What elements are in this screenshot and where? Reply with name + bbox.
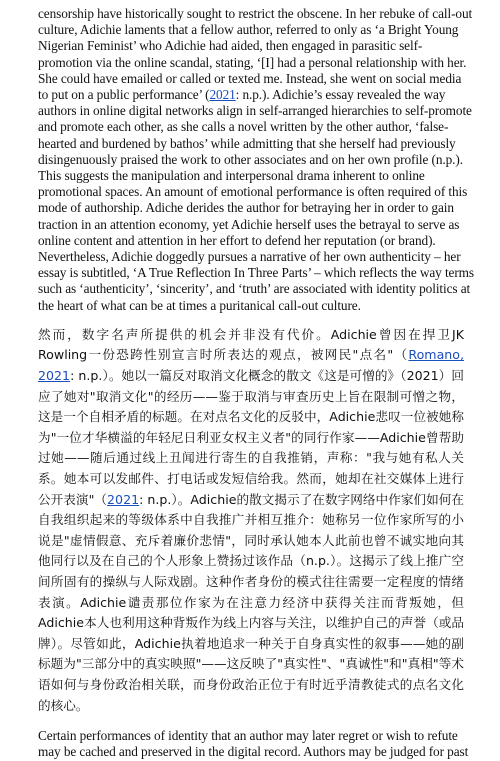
paragraph-english-1 <box>38 6 474 314</box>
paragraph-text: : n.p.）。她以一篇反对取消文化概念的散文《这是可憎的》（2021）回应了她对"取消文化"的经历——鉴于取消与审查历史上旨在限制可憎之物，这是一个自相矛盾的标题。在对点名文化的反驳中，Adichie悲叹一位被她称为"一位才华横溢的年轻尼日利亚女权主义者"的同行作家——Adichie曾帮助过她——随后通过线上丑闻进行寄生的自我推销，声称："我与她有私人关系。她本可以发邮件、打电话或发短信给我。然而，她却在社交媒体上进行公开表演"（ <box>38 368 464 507</box>
paragraph-text: : n.p.). Adichie’s essay revealed the way authors in online digital networks align in self-arranged hierarchies to self-promote and promote each other, as she calls a novel written by the other author, ‘false-hearted and burdened by bathos’ while admitting that she herself had previously disingenuously praised the work to other associates and on her own profile (n.p.). This suggests the manipulation and interpersonal drama inherent to online promotional spaces. An amount of emotional performance is often required of this mode of authorship. Adiche derides the author for betraying her in order to gain traction in an attention economy, yet Adichie herself uses the betrayal to serve as online content and attention in her effort to defend her reputation (or brand). Nevertheless, Adichie doggedly pursues a narrative of her own authenticity – her essay is subtitled, ‘A True Reflection In Three Parts’ – which reflects the way terms such as ‘authenticity’, ‘sincerity’, and ‘truth’ are associated with identity politics at the heart of what can be at times a puritanical call-out culture. <box>38 87 474 313</box>
paragraph-text: Certain performances of identity that an author may later regret or wish to refute may be cached and preserved in the digital record. Authors may be judged for past <box>38 728 469 760</box>
citation-link-romano-2021[interactable]: Romano, 2021 <box>38 347 464 384</box>
paragraph-text: 然而，数字名声所提供的机会并非没有代价。Adichie曾因在捍卫JK Rowling一份恐跨性别宣言时所表达的观点，被网民"点名"（ <box>38 326 464 363</box>
paragraph-text: censorship have historically sought to restrict the obscene. In her rebuke of call-out culture, Adichie laments that a fellow author, referred to only as ‘a Bright Young Nigerian Feminist’ who Adichie had aided, then engaged in parasitic self-promotion via the online scandal, stating, ‘[I] had a personal relationship with her. She could have emailed or called or texted me. Instead, she went on social media to put on a public performance’ ( <box>38 6 473 103</box>
paragraph-english-2 <box>38 728 474 760</box>
paragraph-text: : n.p.）。Adichie的散文揭示了在数字网络中作家们如何在自我组织起来的等级体系中自我推广并相互推介：她称另一位作家所写的小说是"虚情假意、充斥着廉价悲情"，同时承认她本人此前也曾不诚实地向其他同行以及在自己的个人形象上赞扬过该作品（n.p.）。这揭示了线上推广空间所固有的操纵与人际戏剧。这种作者身份的模式往往需要一定程度的情绪表演。Adichie谴责那位作家为在注意力经济中获得关注而背叛她，但Adichie本人也利用这种背叛作为线上内容与关注，以维护自己的声誉（或品牌）。尽管如此，Adichie执着地追求一种关于自身真实性的叙事——她的副标题为"三部分中的真实映照"——这反映了"真实性"、"真诚性"和"真相"等术语如何与身份政治相关联，而身份政治正位于有时近乎清教徒式的点名文化的核心。 <box>38 491 464 713</box>
paragraph-chinese-translation <box>38 325 464 716</box>
citation-link-2021[interactable]: 2021 <box>107 491 140 507</box>
citation-link-2021[interactable]: 2021 <box>209 87 236 103</box>
